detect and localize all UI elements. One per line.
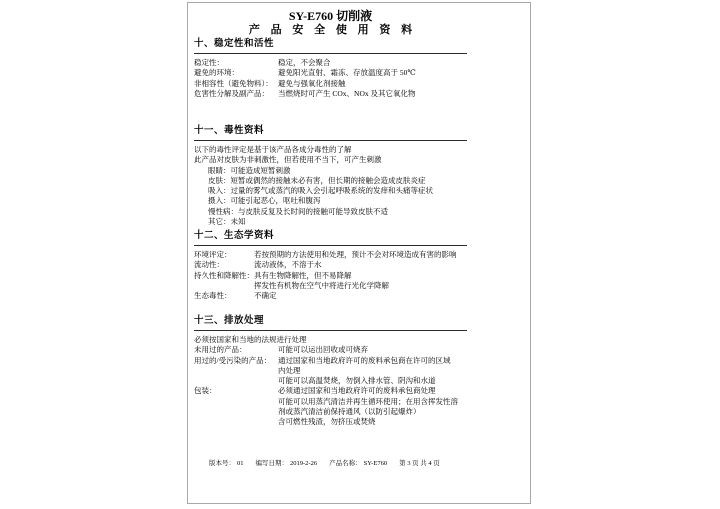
field-label: 稳定性： (194, 58, 224, 67)
field-label: 危害性分解及副产品： (194, 88, 269, 98)
field-value: 剂或蒸汽清洁前保持通风（以防引起爆炸） (278, 407, 421, 417)
field-label: 持久性和降解性： (194, 270, 254, 280)
footer-version-label: 版本号： (209, 460, 235, 467)
field-value: 挥发性有机物在空气中将进行光化学降解 (254, 280, 389, 290)
field-value: 可能可以高温焚烧，勿倒入排水管、阴沟和水道 (278, 376, 436, 386)
field-value: 流动液体，不溶于水 (254, 260, 322, 270)
section-disposal (194, 316, 467, 428)
footer-product-value: SY-E760 (363, 460, 388, 467)
field-row (194, 68, 467, 78)
footer-version (209, 459, 244, 468)
text-line: 此产品对皮肤为非刺激性，但若使用不当下，可产生刺激 (194, 155, 382, 165)
document-subtitle: 产 品 安 全 使 用 资 料 (248, 24, 417, 36)
field-value: 不确定 (254, 291, 277, 301)
field-value: 可能可以用蒸汽清洁并再生循环使用；在用含挥发性溶 (278, 396, 458, 406)
field-value: 通过国家和当地政府许可的废料承包商在许可的区域 (278, 355, 451, 365)
document-content (194, 3, 467, 427)
field-label: 避免的环境： (194, 68, 239, 78)
footer-version-value: 01 (237, 460, 244, 467)
document-title: SY-E760 切削液 (288, 9, 373, 23)
field-row (194, 271, 467, 292)
section-stability (194, 39, 467, 99)
field-value: 含可燃性残渣，勿挤压或焚烧 (278, 417, 376, 427)
field-label: 非相容性（避免物料）： (194, 78, 273, 88)
field-row (194, 89, 467, 99)
field-row (194, 250, 467, 260)
field-row (194, 345, 467, 355)
field-label: 未用过的产品： (194, 345, 247, 355)
text-line: 眼睛：可能造成短暂刺激 (208, 165, 291, 175)
field-value: 若按预期的方法使用和处理，预计不会对环境造成有害的影响 (254, 250, 457, 259)
text-line: 必须按国家和当地的法规进行处理 (194, 335, 307, 344)
text-line: 吸入：过量的雾气或蒸汽的吸入会引起呼吸系统的发痒和头痛等症状 (208, 186, 433, 196)
field-row (194, 79, 467, 89)
footer-product-label: 产品名称： (329, 460, 362, 467)
text-line: 其它：未知 (208, 217, 246, 227)
field-value: 内处理 (278, 365, 301, 375)
footer-date-value: 2019-2-26 (290, 460, 318, 467)
field-row (194, 260, 467, 270)
text-line: 以下的毒性评定是基于该产品各成分毒性的了解 (194, 145, 352, 154)
field-row (194, 291, 467, 301)
footer-product (329, 459, 387, 468)
field-label: 流动性： (194, 260, 224, 270)
field-value: 避免阳光直射、霜冻、存放温度高于 50℃ (278, 68, 416, 78)
field-value: 稳定，不会聚合 (278, 58, 331, 67)
section-heading: 十、稳定性和活性 (194, 39, 467, 54)
field-value: 必须通过国家和当地政府许可的废料承包商处理 (278, 386, 436, 396)
field-label: 用过的/受污染的产品： (194, 355, 272, 365)
section-body (194, 250, 467, 301)
footer-date (256, 459, 318, 468)
page-footer (209, 459, 440, 468)
field-label: 生态毒性： (194, 291, 232, 301)
field-row (194, 58, 467, 68)
section-toxicity (194, 126, 467, 227)
field-value: 可能可以运出回收或可烧弃 (278, 345, 368, 355)
document-page (187, 2, 531, 504)
field-value: 避免与强氧化剂接触 (278, 78, 346, 88)
field-row (194, 386, 467, 427)
section-body (194, 58, 467, 99)
section-ecology (194, 231, 467, 301)
field-row (194, 356, 467, 387)
section-body (194, 145, 467, 227)
section-heading: 十三、排放处理 (194, 316, 467, 331)
text-line: 慢性病：与皮肤反复及长时间的接触可能导致皮肤不适 (208, 206, 388, 216)
field-label: 环境评定： (194, 250, 232, 259)
field-label: 包装： (194, 386, 217, 396)
field-value: 当燃烧时可产生 COx、NOx 及其它氧化物 (278, 88, 416, 98)
section-body (194, 335, 467, 428)
section-heading: 十一、毒性资料 (194, 126, 467, 141)
field-value: 具有生物降解性，但不易降解 (254, 270, 352, 280)
footer-date-label: 编写日期： (255, 460, 288, 467)
section-heading: 十二、生态学资料 (194, 231, 467, 246)
text-line: 摄入：可能引起恶心，呕吐和腹泻 (208, 196, 321, 206)
text-line: 皮肤：短暂或偶然的接触未必有害，但长期的接触会造成皮肤炎症 (208, 175, 426, 185)
footer-page-number: 第 3 页 共 4 页 (399, 460, 440, 467)
footer-page-info (399, 459, 440, 468)
